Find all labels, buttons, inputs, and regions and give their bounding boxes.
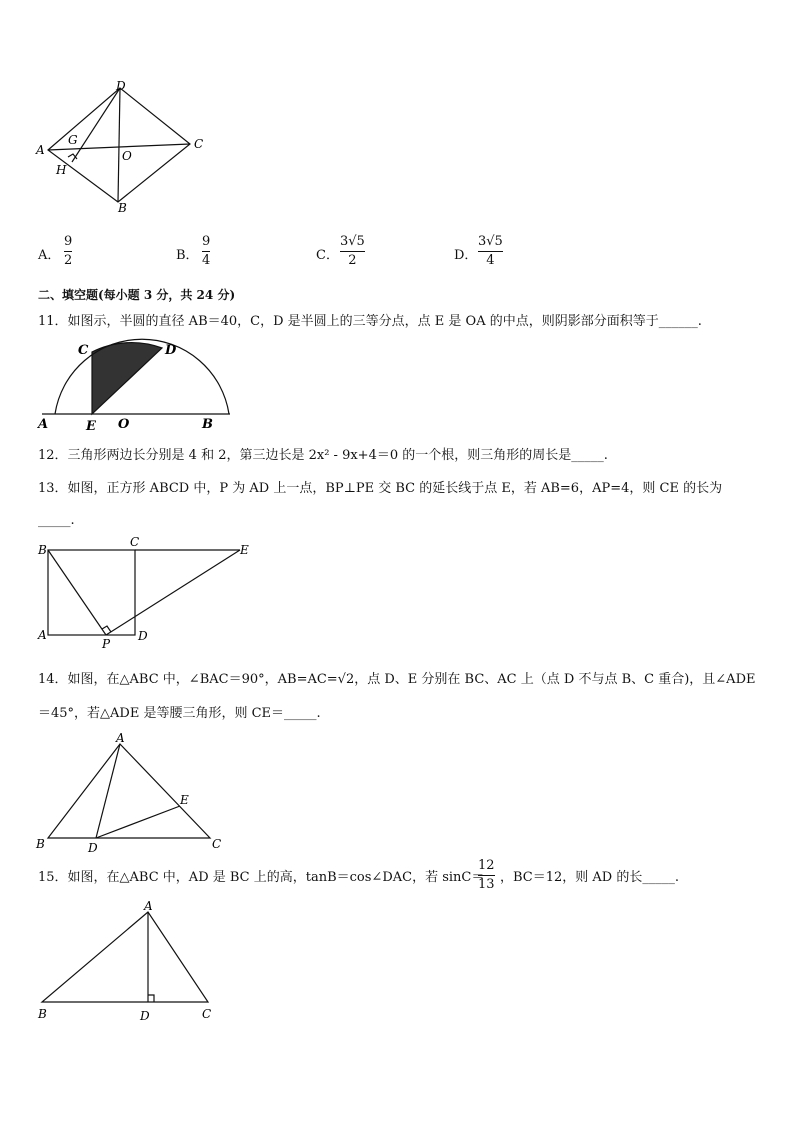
q12-text: 12．三角形两边长分别是 4 和 2，第三边长是 2x² - 9x+4＝0 的一个根，则三角形的周长是_____. <box>38 448 608 463</box>
segment-bp <box>48 550 106 635</box>
label-d: D <box>138 629 148 643</box>
label-d: D <box>140 1009 150 1023</box>
shaded-region <box>92 343 162 414</box>
label-c: C <box>194 137 204 151</box>
label-b: B <box>36 837 45 851</box>
label-p: P <box>102 637 111 648</box>
triangle-abc <box>42 912 208 1002</box>
label-c: C <box>212 837 222 851</box>
label-e: E <box>180 793 189 807</box>
q14-text-line2: ＝45°，若△ADE 是等腰三角形，则 CE＝_____. <box>38 706 321 721</box>
q15-text <box>38 870 484 886</box>
triangle-abc <box>48 744 210 838</box>
label-a: A <box>38 417 49 432</box>
q15-triangle-figure <box>30 896 230 1026</box>
label-a: A <box>38 628 47 642</box>
label-b: B <box>38 1007 47 1021</box>
q13-text-line2: _____. <box>38 513 75 528</box>
q11-semicircle-figure <box>30 338 230 434</box>
segment-dh <box>72 88 120 162</box>
label-a: A <box>116 731 125 745</box>
q13-square-figure <box>30 536 260 648</box>
label-b: B <box>118 201 127 215</box>
q13-text-line1: 13．如图，正方形 ABCD 中，P 为 AD 上一点，BP⊥PE 交 BC 的延长线于点 E，若 AB=6，AP=4，则 CE 的长为 <box>38 481 723 496</box>
right-angle-mark <box>148 995 154 1002</box>
label-c: C <box>78 343 89 358</box>
label-o: O <box>122 149 132 163</box>
q15-text-post: ，BC＝12，则 AD 的长_____. <box>500 870 679 885</box>
diagonal-bd <box>118 88 120 202</box>
q15-fraction: 12 13 <box>478 858 495 892</box>
label-e: E <box>86 419 96 434</box>
label-b: B <box>202 417 213 432</box>
segment-pe <box>106 550 240 635</box>
section-title: 二、填空题(每小题 3 分，共 24 分) <box>38 288 236 302</box>
label-a: A <box>36 143 45 157</box>
q11-text: 11．如图示，半圆的直径 AB＝40，C，D 是半圆上的三等分点，点 E 是 OA 的中点，则阴影部分面积等于______. <box>38 314 702 329</box>
label-d: D <box>116 79 126 93</box>
segment-de <box>96 806 180 838</box>
label-d: D <box>88 841 98 855</box>
label-g: G <box>68 133 78 147</box>
label-a: A <box>144 899 153 913</box>
label-c: C <box>130 536 140 549</box>
q15-text-pre: 15．如图，在△ABC 中，AD 是 BC 上的高，tanB＝cos∠DAC，若 sinC＝ <box>38 870 485 885</box>
label-d: D <box>165 343 177 358</box>
label-h: H <box>56 163 67 177</box>
segment-ad <box>96 744 120 838</box>
label-b: B <box>38 543 47 557</box>
label-c: C <box>202 1007 212 1021</box>
q10-rhombus-figure <box>30 78 210 218</box>
q14-triangle-figure <box>30 730 230 860</box>
square-abcd <box>48 550 135 635</box>
label-o: O <box>118 417 130 432</box>
label-e: E <box>240 543 249 557</box>
q14-text-line1: 14．如图，在△ABC 中，∠BAC＝90°，AB=AC=√2，点 D、E 分别在 BC、AC 上（点 D 不与点 B、C 重合)，且∠ADE <box>38 672 756 687</box>
right-angle-mark <box>68 154 77 159</box>
